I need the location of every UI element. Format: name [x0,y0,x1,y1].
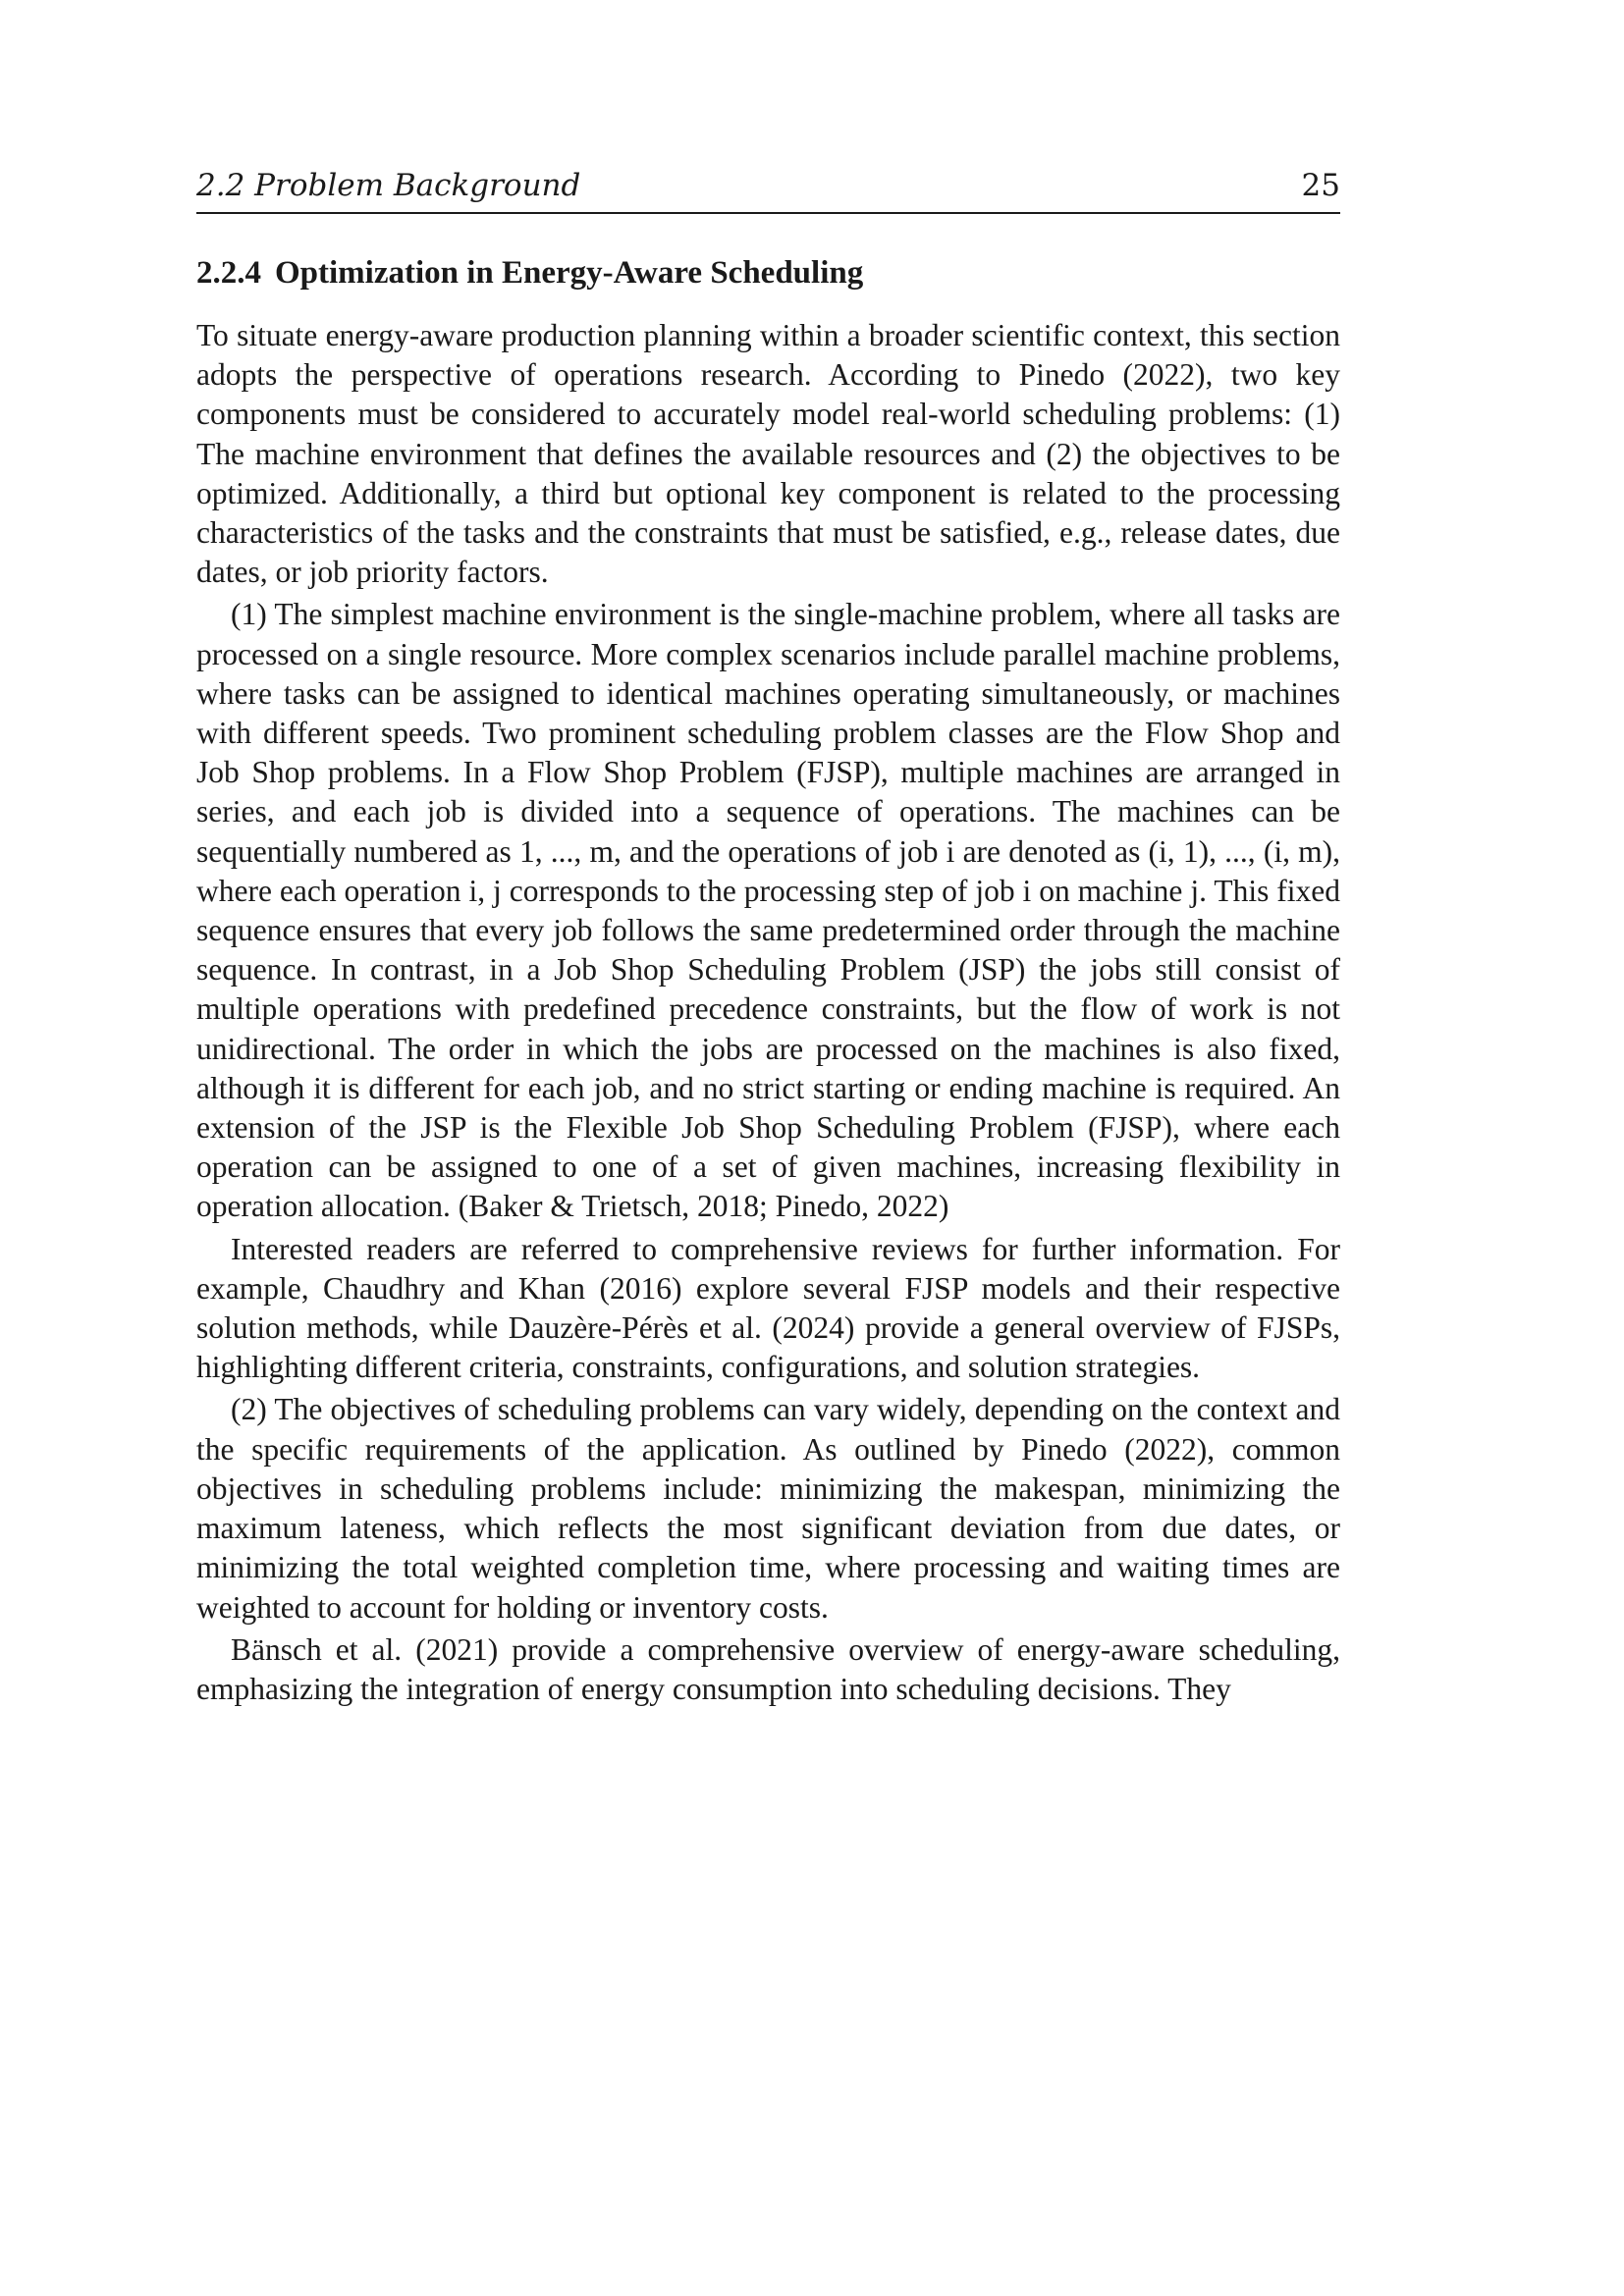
header-section-title: 2.2 Problem Background [196,168,581,203]
running-header [196,167,1340,214]
paragraph-reviews: Interested readers are referred to comprehensive reviews for further information. For example, Chaudhry and Khan (2016) explore several FJSP models and their respective solution methods, while Dauzère-Pérès et al. (2024) provide a general overview of FJSPs, highlighting different criteria, constraints, configurations, and solution strategies. [196,1231,1340,1385]
paragraph-machine-environment: (1) The simplest machine environment is the single-machine problem, where all tasks are processed on a single resource. More complex scenarios include parallel machine problems, where tasks can be assigned to identical machines operating simultaneously, or machines with different speeds. Two prominent scheduling problem classes are the Flow Shop and Job Shop problems. In a Flow Shop Problem (FJSP), multiple machines are arranged in series, and each job is divided into a sequence of operations. The machines can be sequentially numbered as 1, ..., m, and the operations of job i are denoted as (i, 1), ..., (i, m), where each operation i, j corresponds to the processing step of job i on machine j. This fixed sequence ensures that every job follows the same predetermined order through the machine sequence. In contrast, in a Job Shop Scheduling Problem (JSP) the jobs still consist of multiple operations with predefined precedence constraints, but the flow of work is not unidirectional. The order in which the jobs are processed on the machines is also fixed, although it is different for each job, and no strict starting or ending machine is required. An extension of the JSP is the Flexible Job Shop Scheduling Problem (FJSP), where each operation can be assigned to one of a set of given machines, increasing flexibility in operation allocation. (Baker & Trietsch, 2018; Pinedo, 2022) [196,597,1340,1224]
paragraph-objectives: (2) The objectives of scheduling problems can vary widely, depending on the context and the specific requirements of the application. As outlined by Pinedo (2022), common objectives in scheduling problems include: minimizing the makespan, minimizing the maximum lateness, which reflects the most significant deviation from due dates, or minimizing the total weighted completion time, where processing and waiting times are weighted to account for holding or inventory costs. [196,1392,1340,1625]
paragraph-energy-aware: Bänsch et al. (2021) provide a comprehensive overview of energy-aware scheduling, emphasizing the integration of energy consumption into scheduling decisions. They [196,1631,1340,1706]
page [196,167,1340,1712]
page-number: 25 [1301,168,1340,203]
subsection-number: 2.2.4 [196,255,261,291]
subsection-heading [196,253,1340,293]
subsection-title: Optimization in Energy-Aware Scheduling [275,255,864,291]
paragraph-intro: To situate energy-aware production planning within a broader scientific context, this section adopts the perspective of operations research. According to Pinedo (2022), two key components must be considered to accurately model real-world scheduling problems: (1) The machine environment that defines the available resources and (2) the objectives to be optimized. Additionally, a third but optional key component is related to the processing characteristics of the tasks and the constraints that must be satisfied, e.g., release dates, due dates, or job priority factors. [196,318,1340,590]
